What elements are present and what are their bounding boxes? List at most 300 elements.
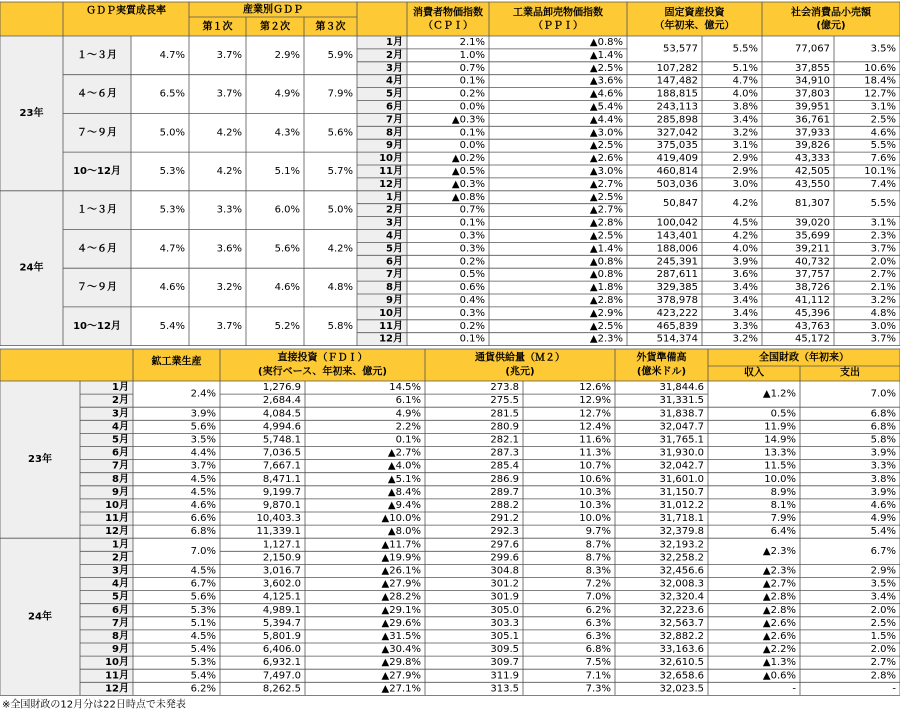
industrial-production-value: 4.5% (190, 473, 216, 485)
fiscal-expenditure-value: - (892, 683, 896, 695)
ppi-value: ▲4.4% (589, 114, 623, 126)
retail-value: 39,826 (795, 140, 830, 152)
fx-reserves-value: 32,658.6 (659, 670, 704, 682)
month-label: 4月 (386, 75, 403, 87)
primary-gdp-value: 4.2% (216, 127, 242, 139)
fiscal-revenue-value: 14.9% (764, 434, 796, 446)
fdi-yoy: ▲30.4% (381, 644, 421, 656)
fiscal-expenditure-janfeb: 6.7% (870, 545, 896, 557)
month-label: 4月 (112, 578, 129, 590)
footnote: ※全国財政の12月分は22日時点で未発表 (2, 699, 186, 711)
fdi-yoy: ▲2.7% (387, 447, 421, 459)
ppi-value: ▲1.4% (589, 49, 623, 61)
cpi-value: 0.3% (459, 230, 485, 242)
fdi-value: 5,748.1 (262, 434, 301, 446)
m2-value: 275.5 (490, 395, 519, 407)
fixed-asset-yoy: 4.0% (732, 88, 758, 100)
quarter-label: ４～６月 (77, 88, 117, 100)
fx-reserves-value: 32,193.2 (659, 539, 704, 551)
header-fdi: 直接投資（ＦＤＩ） (277, 352, 368, 364)
retail-janfeb: 77,067 (795, 43, 830, 55)
m2-value: 313.5 (490, 683, 519, 695)
fixed-asset-janfeb-yoy: 4.2% (732, 198, 758, 210)
quarter-label: １～３月 (77, 49, 117, 61)
cpi-value: ▲0.8% (451, 191, 485, 203)
cpi-value: 0.7% (459, 62, 485, 74)
fdi-value: 4,989.1 (262, 604, 301, 616)
cpi-value: 0.3% (459, 243, 485, 255)
fdi-value: 9,870.1 (262, 499, 301, 511)
fx-reserves-value: 31,012.2 (659, 499, 704, 511)
fixed-asset-value: 100,042 (656, 217, 698, 229)
fiscal-revenue-value: ▲0.6% (762, 670, 796, 682)
secondary-gdp-value: 2.9% (274, 49, 300, 61)
month-label: 11月 (379, 320, 403, 332)
fiscal-revenue-value: ▲2.2% (762, 644, 796, 656)
m2-yoy: 6.3% (585, 617, 611, 629)
tertiary-gdp-value: 5.6% (327, 127, 353, 139)
ppi-value: ▲0.8% (589, 269, 623, 281)
fiscal-expenditure-value: 3.3% (870, 460, 896, 472)
fiscal-expenditure-value: 3.5% (870, 578, 896, 590)
year-label: 24年 (19, 262, 44, 274)
fixed-asset-yoy: 3.0% (732, 178, 758, 190)
retail-value: 43,550 (795, 178, 830, 190)
fiscal-revenue-value: 8.9% (770, 486, 796, 498)
month-label: 7月 (386, 269, 403, 281)
retail-yoy: 7.4% (870, 178, 896, 190)
m2-value: 287.3 (490, 447, 519, 459)
m2-value: 281.5 (490, 408, 519, 420)
industrial-production-value: 6.6% (190, 513, 216, 525)
industrial-production-value: 5.3% (190, 657, 216, 669)
fiscal-expenditure-value: 4.6% (870, 499, 896, 511)
fdi-yoy: 14.5% (389, 382, 421, 394)
fx-reserves-value: 31,838.7 (659, 408, 704, 420)
cpi-value: 0.5% (459, 269, 485, 281)
m2-value: 303.3 (490, 617, 519, 629)
industrial-production-janfeb: 2.4% (190, 388, 216, 400)
fdi-yoy: ▲29.1% (381, 604, 421, 616)
gdp-value: 6.5% (159, 88, 185, 100)
fx-reserves-value: 32,258.2 (659, 552, 704, 564)
secondary-gdp-value: 5.1% (274, 165, 300, 177)
month-label: 6月 (112, 604, 129, 616)
ppi-value: ▲0.8% (589, 36, 623, 48)
retail-yoy: 10.1% (864, 165, 896, 177)
quarter-label: 10～12月 (73, 320, 121, 332)
retail-yoy: 2.3% (870, 230, 896, 242)
fx-reserves-value: 32,882.2 (659, 630, 704, 642)
m2-value: 292.3 (490, 526, 519, 538)
retail-value: 38,726 (795, 282, 830, 294)
ppi-value: ▲2.3% (589, 333, 623, 345)
fx-reserves-value: 31,601.0 (659, 473, 704, 485)
retail-janfeb-yoy: 5.5% (870, 198, 896, 210)
fdi-yoy: ▲29.8% (381, 657, 421, 669)
retail-value: 34,910 (795, 75, 830, 87)
secondary-gdp-value: 5.2% (274, 320, 300, 332)
industrial-production-value: 4.5% (190, 565, 216, 577)
month-label: 12月 (105, 526, 129, 538)
fiscal-expenditure-janfeb: 7.0% (870, 388, 896, 400)
fiscal-revenue-value: 0.5% (770, 408, 796, 420)
m2-value: 309.7 (490, 657, 519, 669)
month-label: 10月 (379, 153, 403, 165)
ppi-value: ▲2.7% (589, 204, 623, 216)
m2-yoy: 12.6% (579, 382, 611, 394)
tertiary-gdp-value: 4.2% (327, 243, 353, 255)
fdi-yoy: 2.2% (395, 421, 421, 433)
header-fixed-asset-sub: （年初来、億元） (654, 20, 735, 32)
gdp-value: 5.4% (159, 320, 185, 332)
fiscal-expenditure-value: 6.8% (870, 421, 896, 433)
fixed-asset-yoy: 2.9% (732, 153, 758, 165)
m2-value: 297.6 (490, 539, 519, 551)
fixed-asset-value: 375,035 (656, 140, 698, 152)
industrial-production-value: 3.7% (190, 460, 216, 472)
m2-yoy: 11.6% (579, 434, 611, 446)
header-fixed-asset: 固定資産投資 (664, 7, 725, 19)
secondary-gdp-value: 4.9% (274, 88, 300, 100)
fixed-asset-value: 107,282 (656, 62, 698, 74)
fx-reserves-value: 31,150.7 (659, 486, 704, 498)
m2-yoy: 8.3% (585, 565, 611, 577)
fdi-value: 4,084.5 (262, 408, 301, 420)
fdi-yoy: ▲29.6% (381, 617, 421, 629)
retail-value: 45,172 (795, 333, 830, 345)
secondary-gdp-value: 6.0% (274, 204, 300, 216)
ppi-value: ▲1.8% (589, 282, 623, 294)
fdi-yoy: ▲27.9% (381, 670, 421, 682)
m2-yoy: 7.2% (585, 578, 611, 590)
month-label: 9月 (386, 140, 403, 152)
header-tertiary: 第３次 (315, 21, 346, 33)
m2-yoy: 10.3% (579, 486, 611, 498)
month-label: 11月 (105, 670, 129, 682)
fixed-asset-value: 147,482 (656, 75, 698, 87)
m2-value: 286.9 (490, 473, 519, 485)
ppi-value: ▲2.5% (589, 191, 623, 203)
fixed-asset-janfeb: 53,577 (663, 43, 698, 55)
m2-yoy: 11.3% (579, 447, 611, 459)
header-primary: 第１次 (202, 21, 233, 33)
fiscal-revenue-value: 8.1% (770, 499, 796, 511)
fx-reserves-value: 32,047.7 (659, 421, 704, 433)
cpi-value: 0.1% (459, 127, 485, 139)
fiscal-expenditure-value: 3.9% (870, 486, 896, 498)
m2-yoy: 10.3% (579, 499, 611, 511)
fdi-yoy: ▲5.1% (387, 473, 421, 485)
m2-value: 304.8 (490, 565, 519, 577)
fixed-asset-janfeb-yoy: 5.5% (732, 43, 758, 55)
month-label: 7月 (386, 114, 403, 126)
fiscal-revenue-value: 13.3% (764, 447, 796, 459)
fdi-yoy: ▲9.4% (387, 499, 421, 511)
header-m2-sub: (兆元) (505, 366, 535, 378)
month-label: 3月 (112, 408, 129, 420)
ppi-value: ▲2.5% (589, 62, 623, 74)
m2-yoy: 7.3% (585, 683, 611, 695)
m2-yoy: 6.3% (585, 630, 611, 642)
fixed-asset-yoy: 3.4% (732, 294, 758, 306)
month-label: 1月 (386, 36, 403, 48)
m2-value: 299.6 (490, 552, 519, 564)
retail-yoy: 4.6% (870, 127, 896, 139)
m2-value: 301.9 (490, 591, 519, 603)
tertiary-gdp-value: 7.9% (327, 88, 353, 100)
industrial-production-value: 5.4% (190, 670, 216, 682)
retail-yoy: 12.7% (864, 88, 896, 100)
m2-value: 289.7 (490, 486, 519, 498)
retail-value: 37,757 (795, 269, 830, 281)
cpi-value: 0.1% (459, 333, 485, 345)
tertiary-gdp-value: 5.8% (327, 320, 353, 332)
month-label: 8月 (112, 630, 129, 642)
quarter-label: ４～６月 (77, 243, 117, 255)
m2-yoy: 12.7% (579, 408, 611, 420)
fx-reserves-value: 32,320.4 (659, 591, 704, 603)
fiscal-revenue-value: 11.5% (764, 460, 796, 472)
fixed-asset-value: 287,611 (656, 269, 698, 281)
fdi-yoy: 0.1% (395, 434, 421, 446)
cpi-value: 0.0% (459, 101, 485, 113)
fixed-asset-yoy: 3.4% (732, 114, 758, 126)
retail-value: 40,732 (795, 256, 830, 268)
header-gdp: ＧＤＰ実質成長率 (86, 5, 166, 17)
fx-reserves-value: 32,008.3 (659, 578, 704, 590)
fiscal-expenditure-value: 5.4% (870, 526, 896, 538)
month-label: 4月 (386, 230, 403, 242)
year-label: 24年 (28, 611, 52, 623)
m2-value: 280.9 (490, 421, 519, 433)
header-secondary: 第２次 (260, 21, 290, 33)
m2-yoy: 6.2% (585, 604, 611, 616)
month-label: 5月 (112, 434, 129, 446)
retail-value: 36,761 (795, 114, 830, 126)
m2-yoy: 12.9% (579, 395, 611, 407)
fiscal-expenditure-value: 6.8% (870, 408, 896, 420)
fdi-value: 1,276.9 (262, 382, 301, 394)
industrial-production-value: 6.8% (190, 526, 216, 538)
month-label: 2月 (386, 204, 403, 216)
fiscal-revenue-value: ▲2.8% (762, 604, 796, 616)
retail-value: 42,505 (795, 165, 830, 177)
fixed-asset-yoy: 3.1% (732, 140, 758, 152)
fiscal-expenditure-value: 3.4% (870, 591, 896, 603)
industrial-production-value: 4.4% (190, 447, 216, 459)
month-label: 10月 (105, 499, 129, 511)
ppi-value: ▲2.5% (589, 230, 623, 242)
fixed-asset-yoy: 3.8% (732, 101, 758, 113)
fixed-asset-yoy: 2.9% (732, 165, 758, 177)
month-label: 1月 (112, 382, 129, 394)
month-label: 3月 (386, 62, 403, 74)
header-m2: 通貨供給量（Ｍ２） (475, 352, 565, 364)
fiscal-revenue-value: 11.9% (764, 421, 796, 433)
fx-reserves-value: 32,563.7 (659, 617, 704, 629)
cpi-value: ▲0.2% (451, 153, 485, 165)
fx-reserves-value: 32,042.7 (659, 460, 704, 472)
retail-yoy: 3.1% (870, 101, 896, 113)
tertiary-gdp-value: 4.8% (327, 282, 353, 294)
primary-gdp-value: 3.3% (216, 204, 242, 216)
fixed-asset-yoy: 3.4% (732, 282, 758, 294)
m2-value: 309.5 (490, 644, 519, 656)
fiscal-expenditure-value: 3.8% (870, 473, 896, 485)
ppi-value: ▲2.8% (589, 294, 623, 306)
fdi-value: 7,497.0 (262, 670, 301, 682)
header-retail: 社会消費品小売額 (791, 7, 871, 19)
industrial-production-value: 6.7% (190, 578, 216, 590)
month-label: 3月 (112, 565, 129, 577)
retail-yoy: 3.7% (870, 243, 896, 255)
cpi-value: ▲0.5% (451, 165, 485, 177)
month-label: 12月 (379, 178, 403, 190)
fixed-asset-yoy: 3.3% (732, 320, 758, 332)
fdi-yoy: ▲4.0% (387, 460, 421, 472)
primary-gdp-value: 3.7% (216, 320, 242, 332)
retail-value: 37,803 (795, 88, 830, 100)
cpi-value: ▲0.3% (451, 114, 485, 126)
fixed-asset-value: 423,222 (656, 307, 698, 319)
cpi-value: 0.0% (459, 140, 485, 152)
header-retail-sub: (億元) (816, 20, 846, 32)
fiscal-expenditure-value: 2.0% (870, 604, 896, 616)
gdp-value: 5.3% (159, 165, 185, 177)
fdi-yoy: ▲11.7% (381, 539, 421, 551)
ppi-value: ▲4.6% (589, 88, 623, 100)
header-ppi: 工業品卸売物価指数 (513, 7, 603, 19)
ppi-value: ▲3.0% (589, 165, 623, 177)
fx-reserves-value: 32,610.5 (659, 657, 704, 669)
industrial-production-value: 4.5% (190, 630, 216, 642)
fdi-yoy: 6.1% (395, 395, 421, 407)
gdp-value: 4.6% (159, 282, 185, 294)
fdi-value: 10,403.3 (256, 513, 301, 525)
fx-reserves-value: 31,718.1 (659, 513, 704, 525)
fixed-asset-value: 419,409 (656, 153, 698, 165)
ppi-value: ▲3.6% (589, 75, 623, 87)
month-label: 1月 (112, 539, 129, 551)
month-label: 1月 (386, 191, 403, 203)
fixed-asset-value: 143,401 (656, 230, 698, 242)
month-label: 7月 (112, 460, 129, 472)
retail-janfeb: 81,307 (795, 198, 830, 210)
ppi-value: ▲2.8% (589, 217, 623, 229)
retail-janfeb-yoy: 3.5% (870, 43, 896, 55)
industrial-production-value: 4.5% (190, 486, 216, 498)
fixed-asset-yoy: 4.2% (732, 230, 758, 242)
industrial-production-janfeb: 7.0% (190, 545, 216, 557)
m2-value: 305.0 (490, 604, 519, 616)
m2-value: 285.4 (490, 460, 519, 472)
ppi-value: ▲2.5% (589, 140, 623, 152)
cpi-value: 2.1% (459, 36, 485, 48)
fiscal-revenue-janfeb: ▲1.2% (762, 388, 796, 400)
gdp-value: 4.7% (159, 49, 185, 61)
fiscal-revenue-value: 10.0% (764, 473, 796, 485)
retail-value: 37,933 (795, 127, 830, 139)
cpi-value: 0.4% (459, 294, 485, 306)
month-label: 11月 (105, 513, 129, 525)
cpi-value: 0.1% (459, 217, 485, 229)
m2-yoy: 10.0% (579, 513, 611, 525)
cpi-value: 0.1% (459, 75, 485, 87)
fixed-asset-value: 285,898 (656, 114, 698, 126)
fiscal-revenue-value: ▲2.6% (762, 630, 796, 642)
retail-value: 39,211 (795, 243, 830, 255)
fixed-asset-value: 245,391 (656, 256, 698, 268)
primary-gdp-value: 3.6% (216, 243, 242, 255)
fdi-value: 4,125.1 (262, 591, 301, 603)
m2-value: 288.2 (490, 499, 519, 511)
header-cpi-sub: （ＣＰＩ） (423, 20, 473, 32)
fixed-asset-yoy: 4.7% (732, 75, 758, 87)
fdi-yoy: ▲8.0% (387, 526, 421, 538)
header-fx-reserves-sub: (億米ドル) (636, 366, 687, 378)
fdi-value: 11,339.1 (256, 526, 301, 538)
ppi-value: ▲5.4% (589, 101, 623, 113)
header-fiscal: 全国財政（年初来） (759, 352, 849, 364)
month-label: 5月 (386, 243, 403, 255)
fx-reserves-value: 31,765.1 (659, 434, 704, 446)
fixed-asset-value: 460,814 (656, 165, 698, 177)
industrial-production-value: 4.6% (190, 499, 216, 511)
ppi-value: ▲2.5% (589, 320, 623, 332)
retail-yoy: 3.0% (870, 320, 896, 332)
fdi-value: 5,801.9 (262, 630, 301, 642)
month-label: 2月 (386, 49, 403, 61)
month-label: 8月 (386, 282, 403, 294)
fx-reserves-value: 32,023.5 (659, 683, 704, 695)
header-revenue: 収入 (744, 367, 764, 379)
month-label: 8月 (112, 473, 129, 485)
secondary-gdp-value: 5.6% (274, 243, 300, 255)
fdi-value: 6,932.1 (262, 657, 301, 669)
industrial-production-value: 5.1% (190, 617, 216, 629)
industrial-production-value: 3.5% (190, 434, 216, 446)
cpi-value: 0.2% (459, 320, 485, 332)
retail-value: 35,699 (795, 230, 830, 242)
fdi-yoy: ▲31.5% (381, 630, 421, 642)
fdi-yoy: ▲19.9% (381, 552, 421, 564)
year-label: 23年 (28, 454, 52, 466)
tertiary-gdp-value: 5.0% (327, 204, 353, 216)
month-label: 9月 (386, 294, 403, 306)
gdp-value: 5.3% (159, 204, 185, 216)
ppi-value: ▲3.0% (589, 127, 623, 139)
fx-reserves-value: 32,379.8 (659, 526, 704, 538)
header-fdi-sub: (実行ベース、年初来、億元) (258, 366, 387, 378)
fdi-value: 8,262.5 (262, 683, 301, 695)
retail-yoy: 4.8% (870, 307, 896, 319)
gdp-value: 5.0% (159, 127, 185, 139)
fixed-asset-value: 329,385 (656, 282, 698, 294)
industrial-production-value: 5.4% (190, 644, 216, 656)
fixed-asset-value: 465,839 (656, 320, 698, 332)
fdi-yoy: ▲27.9% (381, 578, 421, 590)
cpi-value: 0.2% (459, 88, 485, 100)
m2-value: 311.9 (490, 670, 519, 682)
fixed-asset-yoy: 3.9% (732, 256, 758, 268)
fiscal-revenue-value: 6.4% (770, 526, 796, 538)
month-label: 10月 (379, 307, 403, 319)
month-label: 3月 (386, 217, 403, 229)
quarter-label: １～３月 (77, 204, 117, 216)
m2-yoy: 9.7% (585, 526, 611, 538)
fixed-asset-value: 378,978 (656, 294, 698, 306)
